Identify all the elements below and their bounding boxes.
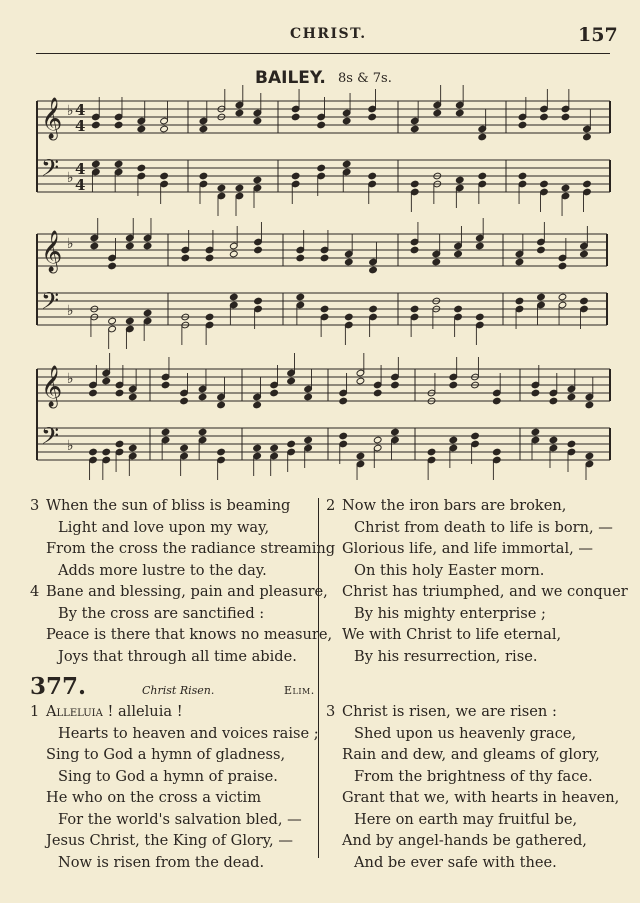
note-head (229, 293, 238, 301)
note-head (558, 262, 567, 270)
time-signature-top: 4 (75, 160, 86, 178)
note-head (344, 258, 353, 266)
verse-line: Hearts to heaven and voices raise ; (58, 724, 319, 742)
time-signature-bottom: 4 (75, 176, 86, 194)
verse-line: By his mighty enterprise ; (354, 604, 546, 622)
verse-line: For the world's salvation bled, — (58, 810, 302, 828)
bass-clef: 𝄢 (41, 422, 60, 455)
note-head (583, 180, 592, 188)
note-head (478, 133, 487, 141)
note-head (253, 176, 262, 184)
verse-line: When the sun of bliss is beaming (46, 497, 291, 514)
note-head (137, 164, 146, 172)
note-head (410, 125, 419, 133)
note-head (114, 160, 123, 168)
flat-key-signature: ♭ (67, 236, 74, 252)
note-head (102, 377, 111, 385)
note-head (205, 313, 214, 321)
time-signature-top: 4 (75, 101, 86, 119)
note-head (217, 184, 226, 192)
note-head (567, 393, 576, 401)
time-signature-bottom: 4 (75, 117, 86, 135)
verse-line: Christ from death to life is born, — (354, 518, 613, 536)
treble-clef: 𝄞 (41, 98, 63, 139)
note-head (558, 293, 567, 301)
bass-clef: 𝄢 (41, 154, 60, 187)
note-head (518, 121, 527, 129)
note-head (235, 109, 244, 117)
note-head (515, 258, 524, 266)
verse-line: From the cross the radiance streaming (46, 540, 336, 557)
note-head (126, 317, 135, 325)
note-head (391, 428, 400, 436)
verse-line: Grant that we, with hearts in heaven, (342, 789, 620, 806)
verse-line: Shed upon us heavenly grace, (354, 724, 577, 742)
note-head (287, 377, 296, 385)
note-head (580, 297, 589, 305)
note-head (137, 125, 146, 133)
verse-line: We with Christ to life eternal, (342, 626, 562, 643)
hymn-title: Christ Risen. (142, 684, 215, 697)
hymn-number: 377. (30, 673, 87, 700)
note-head (160, 125, 169, 133)
tune-meter: 8s & 7s. (338, 71, 392, 86)
note-head (471, 432, 480, 440)
note-head (143, 309, 152, 317)
hymn-tune-name: Elim. (284, 684, 315, 697)
note-head (199, 125, 208, 133)
note-head (317, 121, 326, 129)
flat-key-signature: ♭ (67, 103, 74, 119)
first-line-rest: ! alleluia ! (102, 703, 183, 720)
verse-line: Peace is there that knows no measure, (46, 626, 333, 643)
note-head (433, 109, 442, 117)
note-head (356, 452, 365, 460)
bass-clef: 𝄢 (41, 287, 60, 320)
note-head (540, 113, 549, 121)
note-head (585, 452, 594, 460)
note-head (217, 448, 226, 456)
note-head (549, 397, 558, 405)
note-head (561, 113, 570, 121)
note-head (449, 436, 458, 444)
verse-line: And by angel-hands be gathered, (342, 832, 587, 849)
note-head (320, 254, 329, 262)
note-head (492, 397, 501, 405)
verse-line: Glorious life, and life immortal, — (342, 540, 594, 557)
note-head (373, 389, 382, 397)
treble-clef: 𝄞 (41, 231, 63, 272)
note-head (373, 436, 382, 444)
note-head (217, 401, 226, 409)
note-head (296, 293, 305, 301)
note-head (531, 389, 540, 397)
verse-4-left (30, 581, 333, 667)
note-head (344, 313, 353, 321)
flat-key-signature: ♭ (67, 303, 74, 319)
note-head (253, 401, 262, 409)
verse-line: Christ has triumphed, and we conquer (342, 583, 628, 600)
note-head (291, 113, 300, 121)
note-head (368, 113, 377, 121)
note-head (253, 117, 262, 125)
note-head (108, 317, 117, 325)
note-head (339, 432, 348, 440)
note-head (537, 293, 546, 301)
note-head (270, 444, 279, 452)
note-head (108, 262, 117, 270)
note-head (180, 397, 189, 405)
running-head: CHRIST. (290, 26, 367, 42)
note-head (89, 389, 98, 397)
tune-name: BAILEY. (255, 68, 326, 88)
verse-line: Here on earth may fruitful be, (354, 810, 578, 828)
verse-2-right (326, 495, 626, 667)
note-head (454, 250, 463, 258)
verse-line: By the cross are sanctified : (58, 604, 265, 622)
verse-1-377 (30, 701, 319, 873)
note-head (115, 389, 124, 397)
verse-number: 2 (326, 497, 336, 514)
note-head (549, 436, 558, 444)
note-head (115, 440, 124, 448)
note-head (291, 172, 300, 180)
note-head (320, 305, 329, 313)
verse-number: 4 (30, 583, 40, 600)
note-head (143, 242, 152, 250)
note-head (198, 393, 207, 401)
note-head (287, 440, 296, 448)
note-head (90, 242, 99, 250)
note-head (161, 428, 170, 436)
note-head (199, 172, 208, 180)
note-head (229, 250, 238, 258)
flat-key-signature: ♭ (67, 371, 74, 387)
note-head (368, 172, 377, 180)
note-head (160, 172, 169, 180)
note-head (89, 448, 98, 456)
note-head (181, 254, 190, 262)
note-head (235, 184, 244, 192)
flat-key-signature: ♭ (67, 170, 74, 186)
note-head (369, 305, 378, 313)
verse-line: Now is risen from the dead. (58, 853, 265, 871)
verse-line: Adds more lustre to the day. (58, 561, 267, 579)
verse-number: 3 (30, 497, 40, 514)
note-head (537, 246, 546, 254)
column-divider (318, 498, 319, 858)
note-head (128, 444, 137, 452)
note-head (531, 428, 540, 436)
note-head (561, 184, 570, 192)
note-head (410, 305, 419, 313)
note-head (455, 176, 464, 184)
verse-line: Joys that through all time abide. (58, 647, 297, 665)
verse-line: From the brightness of thy face. (354, 767, 593, 785)
note-head (296, 254, 305, 262)
note-head (270, 389, 279, 397)
note-head (515, 297, 524, 305)
note-head (161, 381, 170, 389)
note-head (432, 258, 441, 266)
note-head (478, 172, 487, 180)
verse-line: Light and love upon my way, (58, 518, 270, 536)
note-head (304, 436, 313, 444)
verse-line: Sing to God a hymn of praise. (58, 767, 278, 785)
note-head (317, 164, 326, 172)
note-head (114, 121, 123, 129)
verse-number: 1 (30, 703, 40, 720)
verse-number: 3 (326, 703, 336, 720)
note-head (205, 254, 214, 262)
note-head (427, 448, 436, 456)
note-head (585, 401, 594, 409)
note-head (583, 133, 592, 141)
verse-line: Jesus Christ, the King of Glory, — (46, 832, 293, 849)
note-head (254, 297, 263, 305)
treble-clef: 𝄞 (41, 366, 63, 407)
note-head (475, 242, 484, 250)
verse-line: Bane and blessing, pain and pleasure, (46, 583, 328, 600)
note-head (126, 242, 135, 250)
verse-line: Rain and dew, and gleams of glory, (342, 746, 600, 763)
note-head (339, 397, 348, 405)
verse-line: Christ is risen, we are risen : (342, 703, 557, 720)
note-head (540, 180, 549, 188)
note-head (356, 377, 365, 385)
note-head (410, 180, 419, 188)
verse-line: On this holy Easter morn. (354, 561, 545, 579)
note-head (369, 266, 378, 274)
note-head (102, 448, 111, 456)
note-head (410, 246, 419, 254)
note-head (518, 172, 527, 180)
note-head (253, 444, 262, 452)
note-head (342, 160, 351, 168)
note-head (455, 109, 464, 117)
verse-3-left (30, 495, 336, 581)
note-head (580, 250, 589, 258)
note-head (492, 448, 501, 456)
page-number: 157 (578, 24, 618, 46)
note-head (128, 393, 137, 401)
first-word: Alleluia (46, 703, 103, 720)
verse-line: He who on the cross a victim (46, 789, 262, 806)
verse-3-377 (326, 701, 626, 873)
note-head (198, 428, 207, 436)
verse-line: And be ever safe with thee. (354, 853, 557, 871)
note-head (342, 117, 351, 125)
note-head (391, 381, 400, 389)
note-head (449, 381, 458, 389)
note-head (180, 444, 189, 452)
note-head (304, 393, 313, 401)
verse-line: By his resurrection, rise. (354, 647, 538, 665)
note-head (475, 313, 484, 321)
note-head (254, 246, 263, 254)
note-head (92, 121, 101, 129)
note-head (454, 305, 463, 313)
note-head (92, 160, 101, 168)
note-head (567, 440, 576, 448)
flat-key-signature: ♭ (67, 438, 74, 454)
verse-line: Now the iron bars are broken, (342, 497, 567, 514)
verse-line: Sing to God a hymn of gladness, (46, 746, 286, 763)
